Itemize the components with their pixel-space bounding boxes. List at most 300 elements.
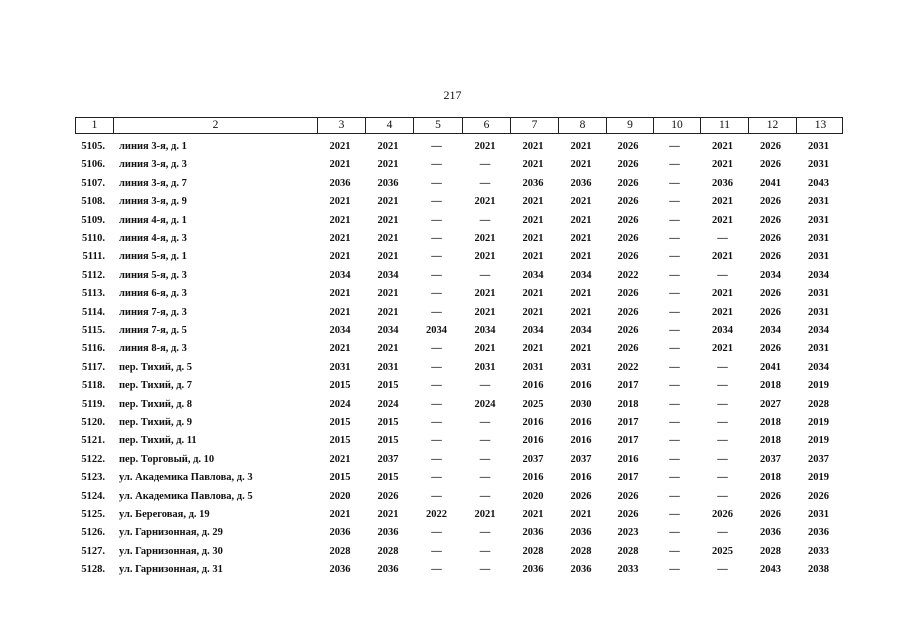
year-cell-col-11: — <box>717 564 728 576</box>
year-cell-col-11: 2021 <box>712 141 733 152</box>
address-cell: линия 3-я, д. 1 <box>119 141 187 152</box>
year-cell-col-6: — <box>479 545 491 557</box>
year-cell-col-5: 2022 <box>426 509 447 520</box>
year-cell-col-10: — <box>669 196 680 208</box>
year-cell-col-3: 2021 <box>329 343 351 355</box>
row-number: 5128. <box>81 564 105 576</box>
year-cell-col-7: 2021 <box>522 288 544 300</box>
year-cell-col-3: 2021 <box>329 141 351 152</box>
year-cell-col-11: 2026 <box>712 509 733 520</box>
year-cell-col-9: 2017 <box>617 417 639 428</box>
year-cell-col-5: — <box>431 214 442 226</box>
header-cell-9: 9 <box>606 118 653 133</box>
year-cell-col-9: 2022 <box>617 361 639 373</box>
year-cell-col-5: — <box>431 196 442 208</box>
header-cell-2: 2 <box>113 118 317 133</box>
row-number: 5113. <box>81 288 105 300</box>
header-cell-10: 10 <box>653 118 700 133</box>
table-row <box>0 138 905 156</box>
year-cell-col-8: 2021 <box>570 509 592 520</box>
year-cell-col-12: 2018 <box>760 380 781 392</box>
table-row <box>0 248 905 266</box>
year-cell-col-4: 2015 <box>377 435 399 447</box>
year-cell-col-12: 2026 <box>760 141 781 152</box>
year-cell-col-9: 2026 <box>617 325 639 336</box>
year-cell-col-4: 2036 <box>377 564 399 576</box>
year-cell-col-4: 2015 <box>377 417 399 428</box>
year-cell-col-10: — <box>669 325 680 336</box>
table-row <box>0 212 905 230</box>
year-cell-col-13: 2031 <box>808 159 829 171</box>
year-cell-col-3: 2036 <box>329 177 351 189</box>
year-cell-col-3: 2021 <box>329 453 351 465</box>
row-number: 5124. <box>81 490 105 502</box>
row-number: 5107. <box>81 177 105 189</box>
year-cell-col-5: — <box>431 417 442 428</box>
year-cell-col-3: 2021 <box>329 288 351 300</box>
year-cell-col-7: 2016 <box>522 435 544 447</box>
year-cell-col-13: 2031 <box>808 196 829 208</box>
year-cell-col-9: 2016 <box>617 453 639 465</box>
year-cell-col-11: 2021 <box>712 196 733 208</box>
year-cell-col-6: 2031 <box>474 361 496 373</box>
year-cell-col-7: 2021 <box>522 343 544 355</box>
row-number: 5127. <box>81 545 105 557</box>
address-cell: линия 8-я, д. 3 <box>119 343 187 355</box>
row-number: 5120. <box>81 417 105 428</box>
year-cell-col-12: 2026 <box>760 251 781 263</box>
table-row <box>0 506 905 524</box>
address-cell: ул. Академика Павлова, д. 5 <box>119 490 253 502</box>
year-cell-col-4: 2021 <box>377 306 399 318</box>
address-cell: линия 3-я, д. 9 <box>119 196 187 208</box>
year-cell-col-3: 2015 <box>329 472 351 484</box>
year-cell-col-7: 2021 <box>522 509 544 520</box>
year-cell-col-6: — <box>479 564 491 576</box>
year-cell-col-7: 2020 <box>522 490 544 502</box>
header-cell-3: 3 <box>317 118 365 133</box>
year-cell-col-11: 2021 <box>712 251 733 263</box>
year-cell-col-7: 2021 <box>522 251 544 263</box>
year-cell-col-11: 2034 <box>712 325 733 336</box>
year-cell-col-6: — <box>479 435 491 447</box>
year-cell-col-12: 2034 <box>760 269 781 281</box>
year-cell-col-4: 2015 <box>377 380 399 392</box>
year-cell-col-8: 2021 <box>570 196 592 208</box>
year-cell-col-7: 2016 <box>522 417 544 428</box>
year-cell-col-11: — <box>717 398 728 410</box>
year-cell-col-5: — <box>431 269 442 281</box>
year-cell-col-5: — <box>431 490 442 502</box>
year-cell-col-10: — <box>669 472 680 484</box>
year-cell-col-8: 2036 <box>570 564 592 576</box>
year-cell-col-13: 2026 <box>808 490 829 502</box>
year-cell-col-6: — <box>479 472 491 484</box>
header-cell-12: 12 <box>748 118 796 133</box>
year-cell-col-6: 2021 <box>474 141 496 152</box>
year-cell-col-4: 2036 <box>377 177 399 189</box>
year-cell-col-12: 2026 <box>760 214 781 226</box>
year-cell-col-9: 2026 <box>617 306 639 318</box>
header-cell-1: 1 <box>91 119 98 131</box>
year-cell-col-3: 2031 <box>329 361 351 373</box>
year-cell-col-10: — <box>669 306 680 318</box>
year-cell-col-5: 2034 <box>426 325 447 336</box>
year-cell-col-4: 2021 <box>377 141 399 152</box>
table-row <box>0 524 905 542</box>
year-cell-col-9: 2026 <box>617 288 639 300</box>
year-cell-col-8: 2037 <box>570 453 592 465</box>
table-row <box>0 175 905 193</box>
year-cell-col-3: 2034 <box>329 325 351 336</box>
year-cell-col-6: 2021 <box>474 196 496 208</box>
table-row <box>0 451 905 469</box>
year-cell-col-12: 2043 <box>760 564 781 576</box>
year-cell-col-3: 2028 <box>329 545 351 557</box>
year-cell-col-6: 2021 <box>474 343 496 355</box>
year-cell-col-7: 2037 <box>522 453 544 465</box>
year-cell-col-8: 2016 <box>570 435 592 447</box>
year-cell-col-4: 2024 <box>377 398 399 410</box>
year-cell-col-9: 2017 <box>617 380 639 392</box>
year-cell-col-13: 2031 <box>808 343 829 355</box>
year-cell-col-4: 2021 <box>377 251 399 263</box>
year-cell-col-9: 2026 <box>617 233 639 244</box>
year-cell-col-6: 2021 <box>474 509 496 520</box>
page-number: 217 <box>443 88 462 102</box>
year-cell-col-10: — <box>669 545 680 557</box>
year-cell-col-3: 2021 <box>329 214 351 226</box>
address-cell: ул. Академика Павлова, д. 3 <box>119 472 253 484</box>
year-cell-col-5: — <box>431 564 442 576</box>
year-cell-col-10: — <box>669 159 680 171</box>
year-cell-col-3: 2021 <box>329 251 351 263</box>
year-cell-col-10: — <box>669 490 680 502</box>
table-row <box>0 193 905 211</box>
address-cell: ул. Береговая, д. 19 <box>119 509 210 520</box>
year-cell-col-13: 2028 <box>808 398 829 410</box>
year-cell-col-4: 2036 <box>377 527 399 539</box>
address-cell: ул. Гарнизонная, д. 31 <box>119 564 223 576</box>
year-cell-col-9: 2023 <box>617 527 639 539</box>
year-cell-col-8: 2021 <box>570 141 592 152</box>
year-cell-col-6: — <box>479 490 491 502</box>
year-cell-col-4: 2021 <box>377 159 399 171</box>
year-cell-col-13: 2031 <box>808 251 829 263</box>
header-cell-6: 6 <box>462 118 510 133</box>
year-cell-col-11: — <box>717 417 728 428</box>
row-number: 5121. <box>81 435 105 447</box>
year-cell-col-7: 2021 <box>522 141 544 152</box>
year-cell-col-10: — <box>669 527 680 539</box>
year-cell-col-10: — <box>669 177 680 189</box>
year-cell-col-4: 2028 <box>377 545 399 557</box>
year-cell-col-12: 2036 <box>760 527 781 539</box>
year-cell-col-9: 2026 <box>617 490 639 502</box>
year-cell-col-9: 2026 <box>617 214 639 226</box>
address-cell: пер. Тихий, д. 11 <box>119 435 197 447</box>
year-cell-col-12: 2026 <box>760 196 781 208</box>
table-row <box>0 322 905 340</box>
year-cell-col-7: 2036 <box>522 177 544 189</box>
year-cell-col-11: 2021 <box>712 343 733 355</box>
row-number: 5106. <box>81 159 105 171</box>
year-cell-col-8: 2021 <box>570 159 592 171</box>
year-cell-col-13: 2034 <box>808 325 829 336</box>
year-cell-col-12: 2018 <box>760 435 781 447</box>
year-cell-col-8: 2021 <box>570 288 592 300</box>
year-cell-col-3: 2034 <box>329 269 351 281</box>
year-cell-col-5: — <box>431 527 442 539</box>
year-cell-col-13: 2043 <box>808 177 829 189</box>
year-cell-col-7: 2016 <box>522 380 544 392</box>
year-cell-col-12: 2026 <box>760 233 781 244</box>
year-cell-col-8: 2036 <box>570 527 592 539</box>
year-cell-col-7: 2021 <box>522 159 544 171</box>
year-cell-col-11: — <box>717 527 728 539</box>
year-cell-col-13: 2037 <box>808 453 829 465</box>
year-cell-col-9: 2026 <box>617 251 639 263</box>
year-cell-col-9: 2028 <box>617 545 639 557</box>
address-cell: ул. Гарнизонная, д. 30 <box>119 545 223 557</box>
row-number: 5122. <box>81 453 105 465</box>
row-number: 5118. <box>81 380 105 392</box>
year-cell-col-3: 2024 <box>329 398 351 410</box>
year-cell-col-10: — <box>669 417 680 428</box>
year-cell-col-11: — <box>717 269 728 281</box>
year-cell-col-13: 2019 <box>808 435 829 447</box>
year-cell-col-7: 2036 <box>522 564 544 576</box>
header-cell-11: 11 <box>700 118 748 133</box>
year-cell-col-10: — <box>669 251 680 263</box>
year-cell-col-6: — <box>479 417 491 428</box>
address-cell: линия 3-я, д. 7 <box>119 177 187 189</box>
year-cell-col-13: 2031 <box>808 509 829 520</box>
row-number: 5119. <box>81 398 105 410</box>
table-row <box>0 488 905 506</box>
year-cell-col-7: 2036 <box>522 527 544 539</box>
year-cell-col-7: 2016 <box>522 472 544 484</box>
year-cell-col-12: 2026 <box>760 159 781 171</box>
table-row <box>0 561 905 579</box>
year-cell-col-13: 2019 <box>808 472 829 484</box>
year-cell-col-5: — <box>431 177 442 189</box>
year-cell-col-10: — <box>669 380 680 392</box>
year-cell-col-4: 2021 <box>377 343 399 355</box>
year-cell-col-9: 2017 <box>617 435 639 447</box>
year-cell-col-12: 2041 <box>760 177 781 189</box>
year-cell-col-3: 2021 <box>329 159 351 171</box>
year-cell-col-3: 2015 <box>329 417 351 428</box>
year-cell-col-11: 2021 <box>712 288 733 300</box>
row-number: 5111. <box>82 251 105 263</box>
year-cell-col-8: 2016 <box>570 472 592 484</box>
year-cell-col-12: 2037 <box>760 453 781 465</box>
row-number: 5108. <box>81 196 105 208</box>
year-cell-col-13: 2019 <box>808 417 829 428</box>
header-cell-8: 8 <box>558 118 606 133</box>
header-cell-4: 4 <box>365 118 413 133</box>
year-cell-col-5: — <box>431 306 442 318</box>
year-cell-col-13: 2038 <box>808 564 829 576</box>
year-cell-col-8: 2021 <box>570 306 592 318</box>
year-cell-col-4: 2034 <box>377 325 399 336</box>
year-cell-col-5: — <box>431 251 442 263</box>
year-cell-col-12: 2027 <box>760 398 781 410</box>
year-cell-col-4: 2021 <box>377 196 399 208</box>
year-cell-col-10: — <box>669 564 680 576</box>
year-cell-col-4: 2021 <box>377 509 399 520</box>
year-cell-col-13: 2031 <box>808 214 829 226</box>
year-cell-col-13: 2019 <box>808 380 829 392</box>
year-cell-col-7: 2031 <box>522 361 544 373</box>
year-cell-col-10: — <box>669 435 680 447</box>
address-cell: линия 7-я, д. 3 <box>119 306 187 318</box>
row-number: 5123. <box>81 472 105 484</box>
year-cell-col-10: — <box>669 288 680 300</box>
table-row <box>0 230 905 248</box>
year-cell-col-5: — <box>431 435 442 447</box>
year-cell-col-9: 2017 <box>617 472 639 484</box>
year-cell-col-6: — <box>479 159 491 171</box>
year-cell-col-5: — <box>431 159 442 171</box>
year-cell-col-4: 2026 <box>377 490 399 502</box>
year-cell-col-8: 2030 <box>570 398 592 410</box>
year-cell-col-4: 2037 <box>377 453 399 465</box>
year-cell-col-10: — <box>669 214 680 226</box>
year-cell-col-5: — <box>431 343 442 355</box>
year-cell-col-7: 2034 <box>522 325 544 336</box>
year-cell-col-11: 2021 <box>712 306 733 318</box>
year-cell-col-10: — <box>669 141 680 152</box>
table-row <box>0 543 905 561</box>
year-cell-col-8: 2021 <box>570 214 592 226</box>
year-cell-col-5: — <box>431 141 442 152</box>
year-cell-col-5: — <box>431 380 442 392</box>
year-cell-col-4: 2021 <box>377 288 399 300</box>
row-number: 5110. <box>81 233 105 244</box>
year-cell-col-12: 2041 <box>760 361 781 373</box>
year-cell-col-7: 2034 <box>522 269 544 281</box>
address-cell: линия 6-я, д. 3 <box>119 288 187 300</box>
year-cell-col-13: 2031 <box>808 288 829 300</box>
year-cell-col-5: — <box>431 233 442 244</box>
year-cell-col-12: 2026 <box>760 288 781 300</box>
table-row <box>0 359 905 377</box>
year-cell-col-12: 2026 <box>760 306 781 318</box>
year-cell-col-8: 2016 <box>570 417 592 428</box>
year-cell-col-9: 2026 <box>617 343 639 355</box>
row-number: 5116. <box>81 343 105 355</box>
year-cell-col-9: 2033 <box>617 564 639 576</box>
year-cell-col-10: — <box>669 233 680 244</box>
year-cell-col-8: 2016 <box>570 380 592 392</box>
year-cell-col-8: 2021 <box>570 251 592 263</box>
year-cell-col-12: 2026 <box>760 509 781 520</box>
year-cell-col-13: 2031 <box>808 306 829 318</box>
year-cell-col-11: — <box>717 472 728 484</box>
header-cell-7: 7 <box>510 118 558 133</box>
year-cell-col-9: 2026 <box>617 196 639 208</box>
year-cell-col-11: — <box>717 361 728 373</box>
year-cell-col-5: — <box>431 398 442 410</box>
table-row <box>0 156 905 174</box>
header-cell-13: 13 <box>796 118 844 133</box>
year-cell-col-8: 2034 <box>570 325 592 336</box>
year-cell-col-3: 2021 <box>329 306 351 318</box>
year-cell-col-6: 2034 <box>474 325 496 336</box>
year-cell-col-11: — <box>717 233 728 244</box>
year-cell-col-9: 2026 <box>617 177 639 189</box>
address-cell: линия 7-я, д. 5 <box>119 325 187 336</box>
year-cell-col-5: — <box>431 545 442 557</box>
address-cell: пер. Торговый, д. 10 <box>119 453 215 465</box>
year-cell-col-5: — <box>431 472 442 484</box>
year-cell-col-8: 2021 <box>570 343 592 355</box>
row-number: 5109. <box>81 214 105 226</box>
year-cell-col-6: — <box>479 380 491 392</box>
year-cell-col-13: 2031 <box>808 141 829 152</box>
year-cell-col-3: 2036 <box>329 527 351 539</box>
year-cell-col-5: — <box>431 453 442 465</box>
address-cell: линия 4-я, д. 3 <box>119 233 187 244</box>
year-cell-col-10: — <box>669 509 680 520</box>
year-cell-col-13: 2034 <box>808 361 829 373</box>
year-cell-col-7: 2025 <box>522 398 544 410</box>
year-cell-col-5: — <box>431 361 442 373</box>
year-cell-col-10: — <box>669 343 680 355</box>
row-number: 5126. <box>81 527 105 539</box>
year-cell-col-13: 2033 <box>808 545 829 557</box>
row-number: 5105. <box>81 141 105 152</box>
year-cell-col-6: 2021 <box>474 288 496 300</box>
address-cell: линия 5-я, д. 3 <box>119 269 187 281</box>
year-cell-col-12: 2018 <box>760 417 781 428</box>
table-row <box>0 267 905 285</box>
year-cell-col-11: 2021 <box>712 159 733 171</box>
year-cell-col-6: — <box>479 527 491 539</box>
table-row <box>0 469 905 487</box>
year-cell-col-11: — <box>717 453 728 465</box>
year-cell-col-3: 2015 <box>329 435 351 447</box>
year-cell-col-10: — <box>669 269 680 281</box>
year-cell-col-8: 2021 <box>570 233 592 244</box>
year-cell-col-5: — <box>431 288 442 300</box>
year-cell-col-12: 2026 <box>760 490 781 502</box>
year-cell-col-6: 2021 <box>474 251 496 263</box>
year-cell-col-11: 2025 <box>712 545 733 557</box>
year-cell-col-7: 2021 <box>522 233 544 244</box>
year-cell-col-9: 2026 <box>617 509 639 520</box>
year-cell-col-12: 2034 <box>760 325 781 336</box>
table-row <box>0 432 905 450</box>
year-cell-col-8: 2028 <box>570 545 592 557</box>
year-cell-col-6: — <box>479 453 491 465</box>
year-cell-col-7: 2021 <box>522 306 544 318</box>
table-row <box>0 340 905 358</box>
address-cell: ул. Гарнизонная, д. 29 <box>119 527 223 539</box>
table-row <box>0 304 905 322</box>
year-cell-col-6: 2024 <box>474 398 496 410</box>
row-number: 5117. <box>81 361 105 373</box>
year-cell-col-13: 2031 <box>808 233 829 244</box>
year-cell-col-12: 2026 <box>760 343 781 355</box>
year-cell-col-8: 2034 <box>570 269 592 281</box>
row-number: 5125. <box>81 509 105 520</box>
header-cell-5: 5 <box>413 118 462 133</box>
year-cell-col-9: 2018 <box>617 398 639 410</box>
table-row <box>0 285 905 303</box>
